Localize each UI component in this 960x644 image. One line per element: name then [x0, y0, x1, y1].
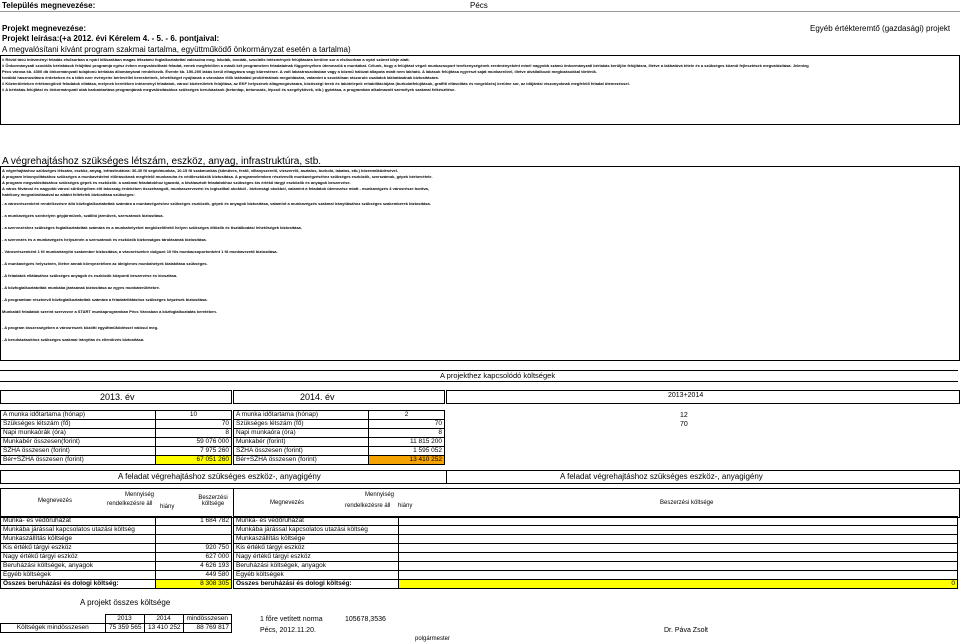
description-line: # A bérlakás-felújítási és önkormányzati utak karbantartása programjának megvalósításához szükséges beruházások (betonlap, betonozás, lépcső és szegélykövek, stb.) gyártása, a programban alkalmazott személyek szakmai felkészítése. — [2, 87, 456, 92]
cost-label: Szükséges létszám (fő) — [1, 420, 156, 429]
equipment-cost: 4 626 193 — [156, 562, 232, 571]
cost-label: Munkabér összesen(forint) — [1, 438, 156, 447]
cost-value: 8 — [369, 429, 445, 438]
col-name-right: Megnevezés — [270, 500, 305, 506]
cost-value: 70 — [369, 420, 445, 429]
equipment-label: Egyéb költségek — [234, 571, 399, 580]
cost-value: 10 — [156, 411, 232, 420]
equipment-label: Munkába járással kapcsolatos utazási költség — [234, 526, 399, 535]
summary-table — [0, 614, 232, 633]
cost-value: 70 — [156, 420, 232, 429]
staffing-line: - a szervezés és a munkavégzés helyszínén a szerszámok és eszközök biztonságos tárolásának biztosítása. — [2, 237, 207, 242]
description-line: Pécs városa kb. 4300 db önkormányzati tulajdonú bérlakás állományával rendelkezik. Évente kb. 150-200 lakás kerül elhagyásra vagy kiürestésre. A volt lakástraszolásban vagy a közmű hálózat állapota miatt nem lakható. A lakások felújítása egyrészt saját munkaerővel, illetve alvállalkozói megbízásokkal történik. — [2, 69, 597, 74]
project-desc-label: Projekt leírása:(+a 2012. évi Kérelem 4. - 5. - 6. pontjaival: — [2, 34, 220, 43]
summary-row-label: Költségek mindösszesen — [1, 624, 106, 633]
equipment-cost: 627 000 — [156, 553, 232, 562]
per-person-value: 105678,3536 — [345, 616, 386, 623]
equipment-label: Beruházási költségek, anyagok — [1, 562, 156, 571]
combined-headcount: 70 — [680, 421, 688, 428]
cost-label: SZHA összesen (forint) — [1, 447, 156, 456]
staffing-line: Munkaidő feladatok szerint szervezve a START munkaprogramban Pécs Városban a közfoglalkoztatás keretében. — [2, 309, 217, 314]
equipment-title-right: A feladat végrehajtáshoz szükséges eszköz-, anyagigény — [560, 472, 763, 481]
cost-total-value: 13 410 252 — [369, 456, 445, 465]
year-2014-cell — [233, 390, 445, 404]
per-person-label: 1 főre vetített norma — [260, 616, 323, 623]
staffing-line: A végrehajtáshoz szükséges létszám, eszköz, anyag, infrastruktúra: 30-40 fő segédmunkás, 10-15 fő szakmunkás (kőműves, festő, villanyszerelő, vízszerelő, asztalos, burkoló, lakatos, stb.) közreműködésével. — [2, 168, 399, 173]
equipment-label: Munka- és védőruházat — [1, 517, 156, 526]
cost-value: 7 975 260 — [156, 447, 232, 456]
cost-value: 1 595 052 — [369, 447, 445, 456]
equipment-label: Kis értékű tárgyi eszköz — [1, 544, 156, 553]
equipment-header-right — [233, 488, 960, 518]
staffing-line: - Városrészenként 1 fő munkairányító szakember biztosítása, a városrészekre dolgozó 10 fős munkacsoportonként 1 fő munkavezető biztosítása. — [2, 249, 278, 254]
col-qty: Mennyiség — [125, 492, 155, 498]
staffing-line: - A program összességében a városrészek közötti együttműködéssel valósul meg. — [2, 325, 159, 330]
cost-table-2014 — [233, 410, 445, 465]
equipment-label: Munkaszállítás költsége — [1, 535, 156, 544]
equipment-total-value: 8 308 305 — [156, 580, 232, 589]
staffing-line: - A munkavégzés helyszínén, illetve annak környezetében az ideiglenes munkahelyek kialakítása szükséges. — [2, 261, 208, 266]
program-content: A megvalósítani kívánt program szakmai tartalma, együttműködő önkormányzat esetén a tartalma) — [2, 45, 351, 54]
staffing-line: - a városrészenként rendelkezésre álló közfoglalkoztatottak számára a munkavégzéshez szükséges eszközök, gépek és anyagok biztosítása, valamint a munkavégzés szakmai irányításához szükséges szakemberek biztosítása. — [2, 201, 431, 206]
equipment-total-value: 0 — [399, 580, 958, 589]
cost-value: 59 076 000 — [156, 438, 232, 447]
equipment-title-left: A feladat végrehajtáshoz szükséges eszköz-, anyagigény — [118, 472, 321, 481]
summary-all: 88 769 817 — [183, 624, 231, 633]
description-line: # Rövid távú intézményi feladás elsősorban a nyári időszakban magas létszámú foglalkoztatottal valósulna meg. Iskolák, óvodák, szociális intézmények felújítására kerülne sor a elsősorban a nyári szünet ideje alatt. — [2, 57, 410, 62]
equipment-table-left — [0, 516, 232, 589]
settlement-value: Pécs — [470, 1, 488, 10]
cost-label: A munka időtartama (hónap) — [234, 411, 369, 420]
costs-title: A projekthez kapcsolódó költségek — [440, 371, 556, 380]
cost-label: Bér+SZHA összesen (forint) — [234, 456, 369, 465]
cost-value: 2 — [369, 411, 445, 420]
col-available-right: rendelkezésre áll — [345, 503, 391, 509]
col-available: rendelkezésre áll — [107, 501, 153, 507]
year-2014: 2014. év — [300, 392, 335, 402]
place-date: Pécs, 2012.11.20. — [260, 627, 316, 634]
staffing-line: A program megvalósításához szükséges gépek és eszközök: a szakmai feladatokhoz igazodó, a kiválasztott feladatokhoz szükséges kis értékű tárgyi eszközök és anyagok beszerzése. — [2, 180, 351, 185]
staffing-line: - A beruházásokhoz szükséges szakmai irányítás és ellenőrzés biztosítása. — [2, 337, 145, 342]
col-cost-right: Beszerzési költsége — [660, 500, 714, 506]
equipment-table-right — [233, 516, 958, 589]
equipment-label: Kis értékű tárgyi eszköz — [234, 544, 399, 553]
description-line: # Önkormányzati szociális bérlakások felújítási programja egész évben megvalósítható feladat, ennek megfelelően a másik két programelem feladatainak függvényében ütemezzük a munkákat. Célunk, hogy a felújítást végző munkacsoport tevékenységének eredményeként minél nagyobb számú önkormányzati bérlakás kerüljön felújításra, illetve a lakhatóvá tétele és a szükséges közmű fejlesztések megvalósítása. Jelenleg — [2, 63, 809, 68]
staffing-line: - A közfoglalkoztatottak munkába járásának biztosítása az egyes munkaterületekre. — [2, 285, 160, 290]
project-name-value: Egyéb értékteremtő (gazdasági) projekt — [810, 24, 951, 33]
col-missing: hiány — [160, 504, 175, 510]
cost-label: SZHA összesen (forint) — [234, 447, 369, 456]
equipment-cost: 920 750 — [156, 544, 232, 553]
staffing-line: - a munkavégzés színhelyén gépjárművek, szállító járművek, szerszámok biztosítása. — [2, 213, 164, 218]
cost-label: Napi munkaórák (óra) — [1, 429, 156, 438]
staffing-line: A program lebonyolításához szükséges a munkavédelmi előírásoknak megfelelő munkaruha és védőeszközök biztosítása. A programelemben résztvevők munkavégzéséhez szükséges eszközök, szerszámok, gépek bérbevétele. — [2, 174, 433, 179]
cost-total-value: 67 051 260 — [156, 456, 232, 465]
staffing-line: - A feladatok ellátásához szükséges anyagok és eszközök központi beszerzése és kiosztása. — [2, 273, 178, 278]
equipment-cost: 1 684 782 — [156, 517, 232, 526]
combined-months: 12 — [680, 412, 688, 419]
equipment-label: Munka- és védőruházat — [234, 517, 399, 526]
cost-label: Napi munkaóra (óra) — [234, 429, 369, 438]
description-line: további hasznosításra érdekeben és a több ezer évényeire bérlevéllel kereshetnek, lehetőséget nyújtanak a városban élők lakhatási problémáinak megoldására, valamint a szociálisan rászoruló családok lakhatásának biztosítására. — [2, 75, 439, 80]
col-missing-right: hiány — [398, 503, 413, 509]
equipment-label: Egyéb költségek — [1, 571, 156, 580]
equipment-cost — [156, 526, 232, 535]
equipment-total-label: Összes beruházási és dologi költség: — [234, 580, 399, 589]
equipment-label: Munkába járással kapcsolatos utazási költség — [1, 526, 156, 535]
col-qty-right: Mennyiség — [365, 492, 395, 498]
staffing-line: - A programban résztvevő közfoglalkoztatottak számára a feladatellátáshoz szükséges képzések biztosítása. — [2, 297, 208, 302]
staffing-box — [0, 166, 960, 361]
cost-label: Szükséges létszám (fő) — [234, 420, 369, 429]
summary-2014: 13 410 252 — [144, 624, 183, 633]
equipment-cost — [156, 535, 232, 544]
project-name-label: Projekt megnevezése: — [2, 24, 87, 33]
cost-table-2013 — [0, 410, 232, 465]
staffing-line: hatékony megvalósításával az alábbi feltételek biztosítása szükséges: — [2, 192, 135, 197]
summary-title: A projekt összes költsége — [80, 598, 171, 607]
cost-label: Bér+SZHA összesen (forint) — [1, 456, 156, 465]
cost-label: Munkabér (forint) — [234, 438, 369, 447]
description-line: # Közterületeken értékmegőrző feladatok ellátása, melynek keretében intézményi feladatok, városi közterületek felújítása, az EKF helyszínek állagmegóvására, közösségi terek és lakótelepek rehabilitációjára (burkolatfelújítások, graffiti eltávolítás és megelőzés) kerülne sor, az időjárási viszonyoknak megfelelő feladat ütemezéssel. — [2, 81, 630, 86]
year-2013: 2013. év — [100, 392, 135, 402]
equipment-cost: 449 580 — [156, 571, 232, 580]
equipment-label: Beruházási költségek, anyagok — [234, 562, 399, 571]
mayor: polgármester — [415, 636, 451, 642]
col-cost: Beszerzési költsége — [198, 495, 228, 507]
col-name: Megnevezés — [38, 498, 73, 504]
summary-col-all: mindösszesen — [183, 615, 231, 624]
description-box — [0, 55, 960, 125]
equipment-label: Nagy értékű tárgyi eszköz — [234, 553, 399, 562]
staffing-title: A végrehajtáshoz szükséges létszám, eszköz, anyag, infrastruktúra, stb. — [2, 156, 322, 167]
equipment-label: Nagy értékű tárgyi eszköz — [1, 553, 156, 562]
combined-label: 2013+2014 — [668, 392, 704, 399]
staffing-line: - a szervezéshez szükséges foglalkoztatottak számára és a munkahelyeket megközelíthető helyen szükséges öltözők és tisztálkodási lehetőségek biztosítása. — [2, 225, 302, 230]
staffing-line: A város fővárosi és nagyobb városi sűrűségében élő lakosság érdekében összehangolt, munkaszervezési és logisztikai okokból - biztonsági okokból, valamint a feladatok ütemezése miatt - munkavégzés 4 városrésze bontva, — [2, 186, 429, 191]
signer: Dr. Páva Zsolt — [664, 627, 708, 634]
summary-col-2014: 2014 — [144, 615, 183, 624]
equipment-label: Munkaszállítás költsége — [234, 535, 399, 544]
cost-value: 11 815 200 — [369, 438, 445, 447]
summary-2013: 75 359 565 — [105, 624, 144, 633]
equipment-total-label: Összes beruházási és dologi költség: — [1, 580, 156, 589]
summary-col-2013: 2013 — [105, 615, 144, 624]
cost-value: 8 — [156, 429, 232, 438]
settlement-label: Település megnevezése: — [2, 1, 96, 10]
cost-label: A munka időtartama (hónap) — [1, 411, 156, 420]
